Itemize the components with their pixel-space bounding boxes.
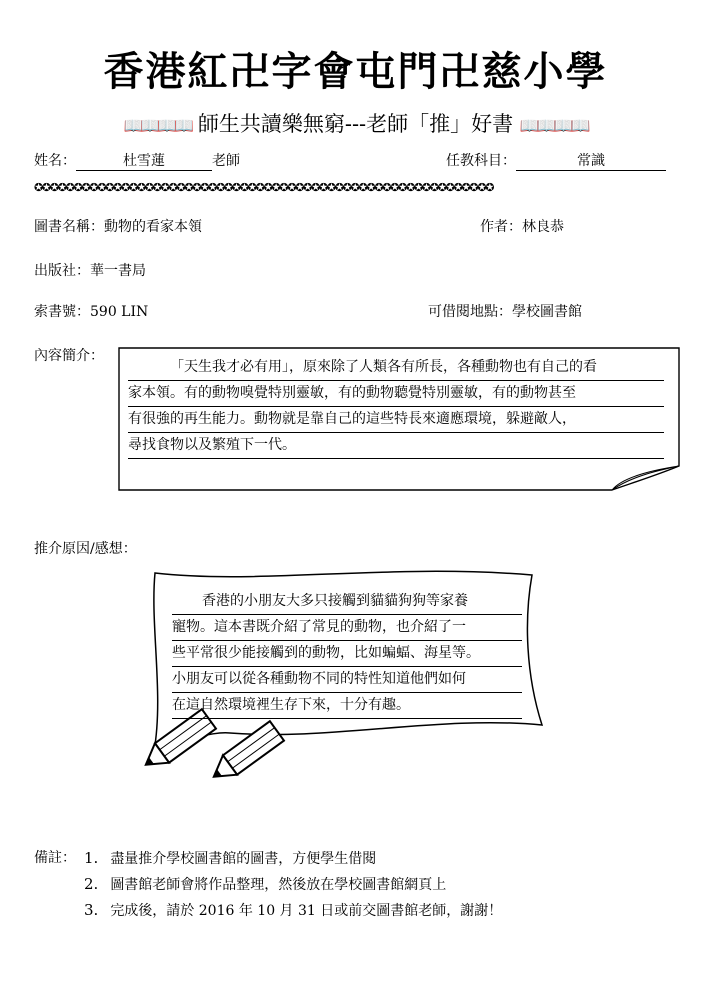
summary-line: 「天生我才必有用」，原來除了人類各有所長，各種動物也有自己的看 [128, 355, 664, 381]
note-number: 3. [84, 901, 99, 919]
book-title-value: 動物的看家本領 [104, 219, 202, 235]
subject-value: 常識 [516, 150, 666, 171]
book-title-row [34, 216, 202, 236]
summary-label: 內容簡介： [34, 348, 104, 364]
note-number: 2. [84, 875, 99, 893]
reason-line: 小朋友可以從各種動物不同的特性知道他們如何 [172, 667, 522, 693]
note-text: 盡量推介學校圖書館的圖書，方便學生借閱 [110, 851, 377, 867]
note-text: 完成後，請於 2016 年 10 月 31 日或前交圖書館老師，謝謝！ [110, 903, 503, 919]
subtitle-row [0, 108, 711, 138]
note-item [84, 846, 502, 872]
school-name: 香港紅卍字會屯門卍慈小學 [103, 48, 608, 95]
teacher-name-row [34, 150, 240, 171]
call-number-label: 索書號： [34, 304, 90, 320]
subject-row [446, 150, 666, 171]
location-value: 學校圖書館 [512, 304, 582, 320]
summary-text [128, 355, 664, 459]
reason-label: 推介原因/感想： [34, 541, 137, 557]
book-icons-left: 📖📖📖📖 [123, 116, 192, 135]
note-item [84, 898, 502, 924]
decorative-divider: ✪✪✪✪✪✪✪✪✪✪✪✪✪✪✪✪✪✪✪✪✪✪✪✪✪✪✪✪✪✪✪✪✪✪✪✪✪✪✪✪✪✪✪✪✪✪✪✪✪✪✪✪✪✪✪✪✪✪ [34, 181, 494, 194]
author-row [480, 216, 564, 236]
reason-line: 在這自然環境裡生存下來，十分有趣。 [172, 693, 522, 719]
publisher-row [34, 260, 146, 280]
reason-line: 香港的小朋友大多只接觸到貓貓狗狗等家養 [172, 589, 522, 615]
book-icons-right: 📖📖📖📖 [519, 116, 588, 135]
summary-line: 家本領。有的動物嗅覺特別靈敏，有的動物聽覺特別靈敏，有的動物甚至 [128, 381, 664, 407]
notes-label: 備註： [34, 850, 76, 866]
summary-line: 尋找食物以及繁殖下一代。 [128, 433, 664, 459]
teacher-name-value: 杜雪蓮 [76, 150, 212, 171]
call-number-row [34, 301, 148, 321]
location-row [428, 301, 582, 321]
book-title-label: 圖書名稱： [34, 219, 104, 235]
publisher-value: 華一書局 [90, 263, 146, 279]
title-suffix: 老師 [212, 153, 240, 169]
publisher-label: 出版社： [34, 263, 90, 279]
note-item [84, 872, 502, 898]
location-label: 可借閱地點： [428, 304, 512, 320]
author-value: 林良恭 [522, 219, 564, 235]
note-text: 圖書館老師會將作品整理，然後放在學校圖書館網頁上 [110, 877, 447, 893]
note-number: 1. [84, 849, 99, 867]
reason-line: 些平常很少能接觸到的動物，比如蝙蝠、海星等。 [172, 641, 522, 667]
reason-text [172, 589, 522, 719]
subtitle-text: 師生共讀樂無窮---老師「推」好書 [197, 112, 514, 136]
name-label: 姓名： [34, 153, 76, 169]
notes-list [84, 846, 502, 924]
author-label: 作者： [480, 219, 522, 235]
summary-line: 有很強的再生能力。動物就是靠自己的這些特長來適應環境，躲避敵人， [128, 407, 664, 433]
subject-label: 任教科目： [446, 153, 516, 169]
call-number-value: 590 LIN [90, 304, 149, 320]
reason-line: 寵物。這本書既介紹了常見的動物，也介紹了一 [172, 615, 522, 641]
